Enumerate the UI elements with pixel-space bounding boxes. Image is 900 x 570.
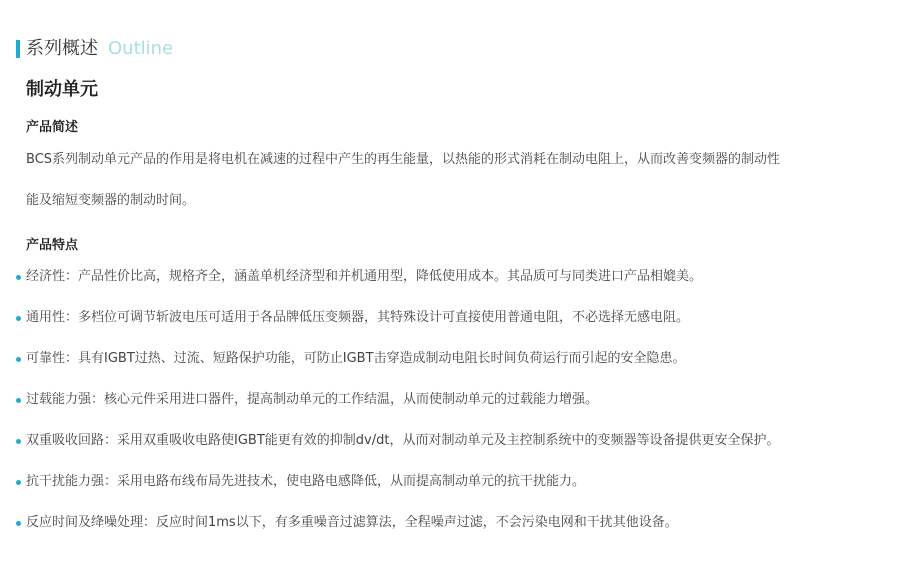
feature-text: 通用性：多档位可调节斩波电压可适用于各品牌低压变频器，其特殊设计可直接使用普通电阻，不必选择无感电阻。 [26, 310, 690, 325]
bullet-icon [16, 357, 21, 362]
feature-text: 过载能力强：核心元件采用进口器件，提高制动单元的工作结温，从而使制动单元的过载能力增强。 [26, 392, 599, 407]
intro-heading: 产品简述 [26, 120, 79, 135]
feature-text: 经济性：产品性价比高，规格齐全，涵盖单机经济型和并机通用型，降低使用成本。其品质可与同类进口产品相媲美。 [26, 269, 703, 284]
bullet-icon [16, 521, 21, 526]
feature-list [16, 268, 779, 555]
feature-item [16, 350, 779, 391]
section-title-en: Outline [108, 38, 174, 59]
feature-text: 可靠性：具有IGBT过热、过流、短路保护功能，可防止IGBT击穿造成制动电阻长时间负荷运行而引起的安全隐患。 [26, 351, 686, 366]
feature-item [16, 268, 779, 309]
bullet-icon [16, 480, 21, 485]
feature-text: 双重吸收回路：采用双重吸收电路使IGBT能更有效的抑制dv/dt，从而对制动单元及主控制系统中的变频器等设备提供更安全保护。 [26, 433, 780, 448]
feature-item [16, 514, 779, 555]
feature-text: 反应时间及绛噪处理：反应时间1ms以下，有多重噪音过滤算法，全程噪声过滤，不会污染电网和干扰其他设备。 [26, 515, 678, 530]
bullet-icon [16, 398, 21, 403]
product-title: 制动单元 [26, 79, 98, 100]
feature-item [16, 309, 779, 350]
feature-text: 抗干扰能力强：采用电路布线布局先进技术，使电路电感降低，从而提高制动单元的抗干扰能力。 [26, 474, 586, 489]
bullet-icon [16, 275, 21, 280]
bullet-icon [16, 439, 21, 444]
feature-item [16, 391, 779, 432]
section-accent-bar [16, 40, 20, 58]
section-header [16, 38, 173, 60]
features-heading: 产品特点 [26, 238, 79, 253]
intro-text-line: BCS系列制动单元产品的作用是将电机在减速的过程中产生的再生能量，以热能的形式消耗在制动电阻上，从而改善变频器的制动性 [26, 152, 781, 167]
bullet-icon [16, 316, 21, 321]
feature-item [16, 432, 779, 473]
feature-item [16, 473, 779, 514]
section-title: 系列概述 [26, 38, 98, 59]
intro-text-line: 能及缩短变频器的制动时间。 [26, 193, 196, 208]
